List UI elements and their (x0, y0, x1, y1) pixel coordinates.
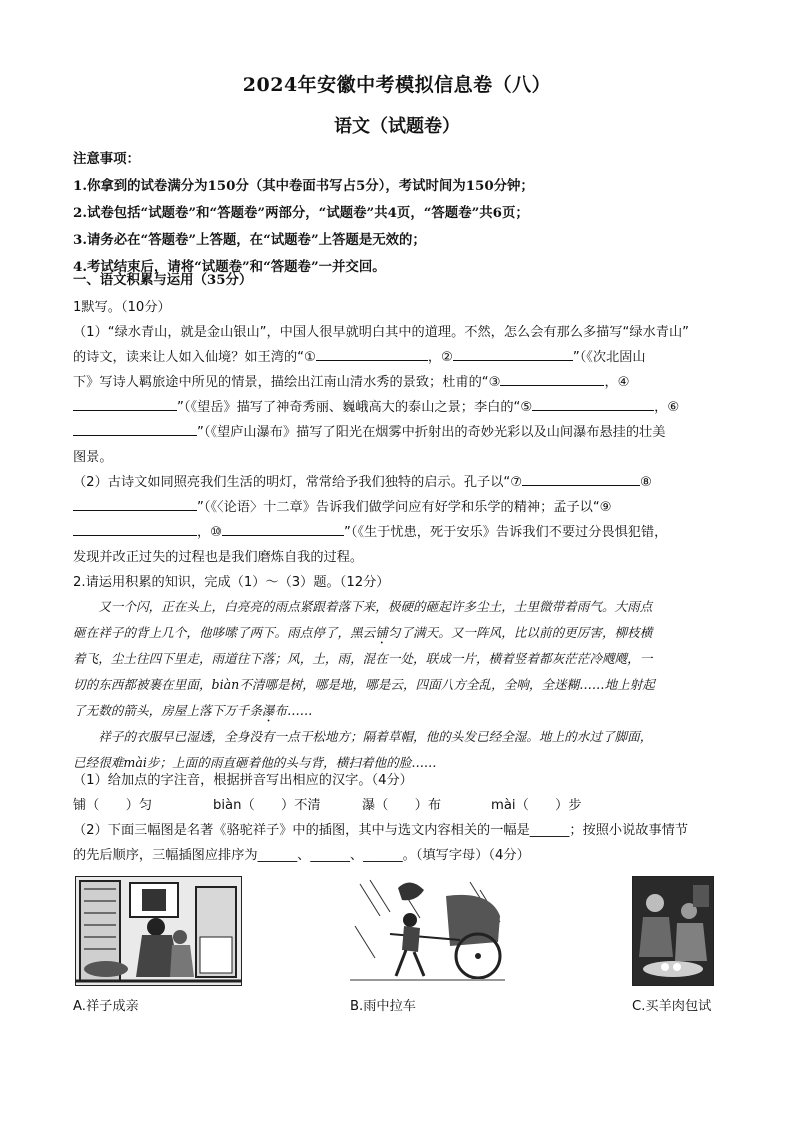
dotted-char: 瀑 (261, 703, 275, 718)
question-text: （1）“绿水青山，就是金山银山”，中国人很早就明白其中的道理。不然，怎么会有那么多描写“绿水青山” (73, 325, 689, 340)
rickshaw-in-rain-illustration-icon (350, 876, 505, 984)
notice-item: 4.考试结束后，请将“试题卷”和“答题卷”一并交回。 (73, 259, 386, 275)
question-text: 发现并改正过失的过程也是我们磨炼自我的过程。 (73, 550, 364, 565)
pinyin-item: 铺（ ）匀 (73, 798, 153, 813)
answer-blank (316, 345, 428, 361)
pinyin-item: biàn（ ）不清 (213, 798, 321, 813)
answer-blank (500, 370, 604, 386)
passage-line: 又一个闪，正在头上，白亮亮的雨点紧跟着落下来，极硬的砸起许多尘土，土里微带着雨气。大雨点 (98, 599, 653, 614)
notice-heading: 注意事项： (73, 151, 140, 167)
answer-blank (73, 520, 197, 536)
question-1 (73, 295, 723, 595)
answer-blank (522, 470, 640, 486)
question-text: （2）下面三幅图是名著《骆驼祥子》中的插图，其中与选文内容相关的一幅是______；按照小说故事情节 (73, 823, 689, 838)
passage-line: 着飞，尘土往四下里走，雨道往下落；风，土，雨，混在一处，联成一片，横着竖着都灰茫茫冷飕飕，一 (73, 651, 653, 666)
question-text: （2）古诗文如同照亮我们生活的明灯，常常给予我们独特的启示。孔子以“⑦ ⑧ (73, 470, 723, 495)
answer-blank (73, 395, 177, 411)
sub-question-1 (73, 768, 723, 793)
answer-blank (453, 345, 573, 361)
question-text: （1）给加点的字注音，根据拼音写出相应的汉字。（4分） (73, 773, 413, 788)
image-caption: C.买羊肉包试 (632, 999, 712, 1014)
passage-line: 砸在祥子的背上几个，他哆嗦了两下。雨点停了，黑云铺匀了满天。又一阵风，比以前的更厉害，柳枝横 (73, 625, 653, 640)
pinyin-item: 瀑（ ）布 (362, 798, 442, 813)
dotted-char: 铺 (375, 625, 388, 640)
passage-line: 祥子的衣服早已湿透，全身没有一点干松地方；隔着草帽，他的头发已经全湿。地上的水过了脚面， (98, 729, 653, 744)
question-text: 的先后顺序，三幅插图应排序为______、______、______。（填写字母）（4分） (73, 848, 530, 863)
question-text: ”（《〈论语〉十二章》告诉我们做学问应有好学和乐学的精神；孟子以“⑨ (73, 495, 723, 520)
question-text: ”（《望庐山瀑布》描写了阳光在烟雾中折射出的奇妙光彩以及山间瀑布悬挂的壮美 (73, 420, 723, 445)
answer-blank (222, 520, 344, 536)
answer-blank (73, 495, 197, 511)
notice-item: 2.试卷包括“试题卷”和“答题卷”两部分，“试题卷”共4页，“答题卷”共6页； (73, 205, 529, 221)
sub-question-2 (73, 818, 723, 868)
wedding-illustration-icon (75, 876, 242, 986)
notice-item: 3.请务必在“答题卷”上答题，在“试题卷”上答题是无效的； (73, 232, 426, 248)
notice-block (73, 146, 733, 281)
pinyin-item: mài（ ）步 (491, 798, 582, 813)
question-heading: 1默写。（10分） (73, 300, 171, 315)
question-text: ，⑩ ”（《生于忧患，死于安乐》告诉我们不要过分畏惧犯错， (73, 520, 723, 545)
passage-line: 切的东西都被裹在里面，biàn不清哪是树，哪是地，哪是云，四面八方全乱，全响，全迷糊……地上射起 (73, 677, 655, 692)
reading-passage (73, 594, 725, 776)
image-caption: B.雨中拉车 (350, 999, 416, 1014)
image-caption: A.祥子成亲 (73, 999, 139, 1014)
page-title: 2024年安徽中考模拟信息卷（八） (242, 74, 552, 96)
page-subtitle: 语文（试题卷） (334, 116, 460, 137)
question-text: ”（《望岳》描写了神奇秀丽、巍峨高大的泰山之景；李白的“⑤ ，⑥ (73, 395, 723, 420)
question-heading: 2.请运用积累的知识，完成（1）～（3）题。（12分） (73, 575, 390, 590)
notice-item: 1.你拿到的试卷满分为150分（其中卷面书写占5分），考试时间为150分钟； (73, 178, 534, 194)
question-text: 的诗文，读来让人如入仙境？如王湾的“① ，② ”（《次北固山 (73, 345, 723, 370)
passage-line: 了无数的箭头，房屋上落下万千条瀑布…… (73, 703, 313, 718)
answer-blank (73, 420, 197, 436)
passage-line: 已经很难mài步；上面的雨直砸着他的头与背，横扫着他的脸…… (73, 755, 437, 770)
buying-mutton-buns-illustration-icon (632, 876, 714, 986)
question-text: 下》写诗人羁旅途中所见的情景，描绘出江南山清水秀的景致；杜甫的“③ ，④ (73, 370, 723, 395)
answer-blank (532, 395, 654, 411)
question-text: 图景。 (73, 450, 113, 465)
section-heading: 一、语文积累与运用（35分） (73, 272, 253, 288)
